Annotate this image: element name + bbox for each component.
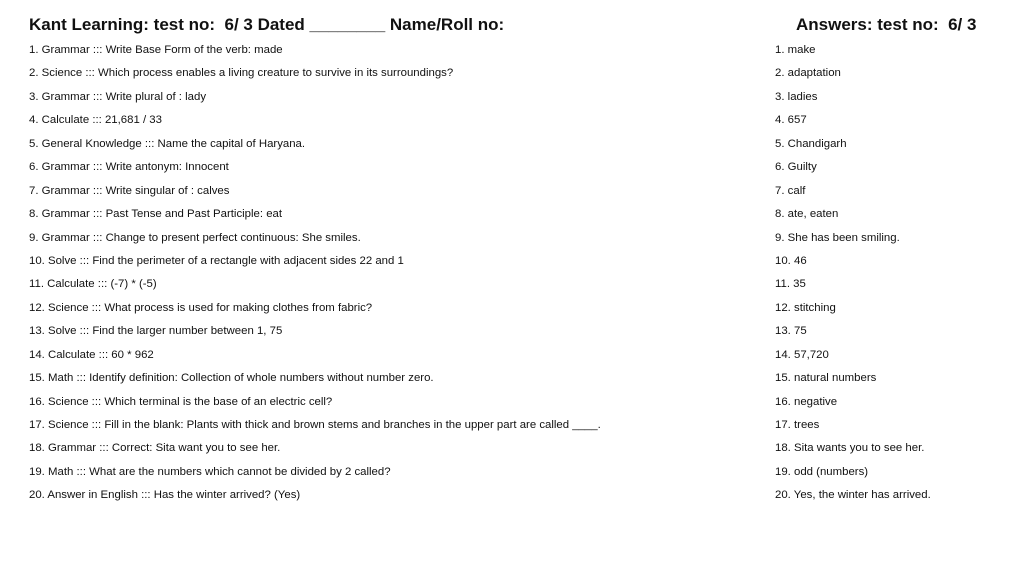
test-title: Kant Learning: test no: 6/ 3 Dated ________ Name/Roll no: bbox=[29, 15, 505, 34]
question-item: 17. Science ::: Fill in the blank: Plants with thick and brown stems and branches in the upper part are called ____. bbox=[29, 419, 601, 431]
answer-item: 8. ate, eaten bbox=[775, 208, 839, 221]
answer-item: 9. She has been smiling. bbox=[775, 231, 900, 244]
answer-item: 6. Guilty bbox=[775, 161, 817, 174]
question-item: 7. Grammar ::: Write singular of : calves bbox=[29, 184, 230, 197]
answer-item: 10. 46 bbox=[775, 254, 807, 267]
answer-item: 12. stitching bbox=[775, 301, 836, 314]
answer-item: 2. adaptation bbox=[775, 67, 841, 80]
answers-title: Answers: test no: 6/ 3 bbox=[796, 15, 977, 34]
answer-item: 1. make bbox=[775, 44, 816, 56]
answer-item: 11. 35 bbox=[775, 278, 806, 291]
answer-item: 16. negative bbox=[775, 395, 838, 408]
question-item: 5. General Knowledge ::: Name the capital of Haryana. bbox=[29, 137, 306, 150]
question-item: 4. Calculate ::: 21,681 / 33 bbox=[29, 114, 162, 127]
question-item: 16. Science ::: Which terminal is the base of an electric cell? bbox=[29, 395, 333, 408]
question-item: 19. Math ::: What are the numbers which cannot be divided by 2 called? bbox=[29, 465, 391, 478]
question-item: 1. Grammar ::: Write Base Form of the verb: made bbox=[29, 44, 283, 56]
answer-item: 7. calf bbox=[775, 184, 806, 197]
question-item: 18. Grammar ::: Correct: Sita want you to see her. bbox=[29, 442, 281, 455]
question-item: 20. Answer in English ::: Has the winter arrived? (Yes) bbox=[29, 489, 301, 502]
question-item: 15. Math ::: Identify definition: Collection of whole numbers without number zero. bbox=[29, 372, 434, 385]
question-item: 8. Grammar ::: Past Tense and Past Participle: eat bbox=[29, 208, 283, 221]
answer-item: 4. 657 bbox=[775, 114, 807, 127]
answers-list bbox=[775, 42, 1015, 511]
question-item: 13. Solve ::: Find the larger number between 1, 75 bbox=[29, 325, 283, 338]
answer-item: 5. Chandigarh bbox=[775, 137, 847, 150]
answer-item: 18. Sita wants you to see her. bbox=[775, 442, 925, 455]
question-item: 14. Calculate ::: 60 * 962 bbox=[29, 348, 154, 361]
question-item: 3. Grammar ::: Write plural of : lady bbox=[29, 90, 207, 103]
question-item: 9. Grammar ::: Change to present perfect continuous: She smiles. bbox=[29, 231, 361, 244]
answer-item: 20. Yes, the winter has arrived. bbox=[775, 489, 931, 502]
question-item: 2. Science ::: Which process enables a living creature to survive in its surroundings? bbox=[29, 67, 454, 80]
answer-item: 17. trees bbox=[775, 419, 820, 431]
answer-item: 19. odd (numbers) bbox=[775, 465, 869, 478]
questions-list bbox=[29, 42, 749, 511]
answer-item: 15. natural numbers bbox=[775, 372, 877, 385]
answer-item: 3. ladies bbox=[775, 90, 818, 103]
question-item: 6. Grammar ::: Write antonym: Innocent bbox=[29, 161, 229, 174]
question-item: 12. Science ::: What process is used for making clothes from fabric? bbox=[29, 301, 373, 314]
answer-item: 14. 57,720 bbox=[775, 348, 829, 361]
question-item: 10. Solve ::: Find the perimeter of a rectangle with adjacent sides 22 and 1 bbox=[29, 254, 404, 267]
question-item: 11. Calculate ::: (-7) * (-5) bbox=[29, 278, 157, 291]
answer-item: 13. 75 bbox=[775, 325, 807, 338]
